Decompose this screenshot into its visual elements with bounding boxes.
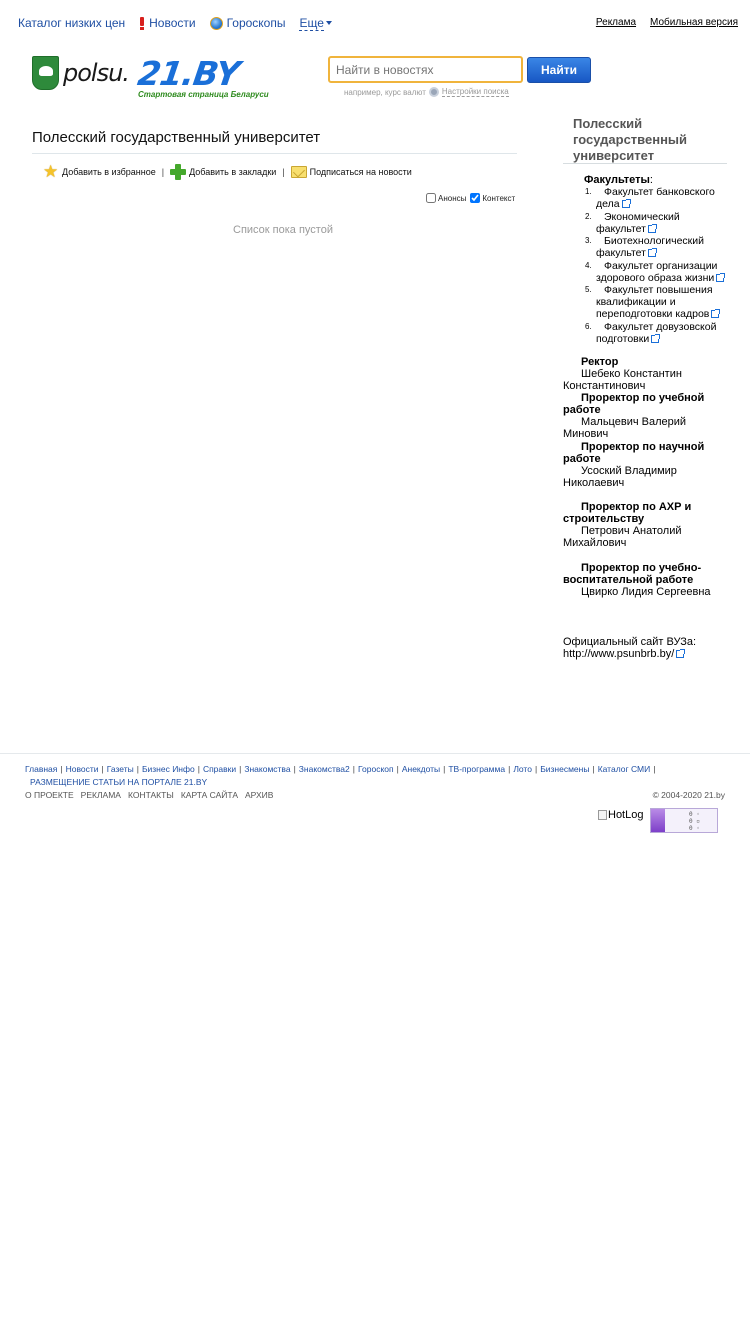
faculty-link[interactable]: Факультет повышения квалификации и переподготовки кадров	[596, 284, 713, 320]
footer-link-business-info[interactable]: Бизнес Инфо	[141, 764, 195, 774]
search-settings-link[interactable]: Настройки поиска	[441, 87, 509, 96]
horoscopes-label: Гороскопы	[226, 16, 286, 30]
sidebar-title: Полесский государственный университет	[573, 116, 688, 163]
counter-icon: 0 ◦ 0 ▫ 0 ◦	[689, 811, 700, 832]
footer-link-news[interactable]: Новости	[65, 764, 99, 774]
staff-role: Проректор по учебной работе	[563, 392, 705, 416]
faculty-number: 1.	[585, 187, 592, 196]
exclamation-icon	[139, 17, 145, 30]
stats-counter-badge[interactable]	[650, 808, 718, 833]
gear-icon	[429, 87, 439, 97]
external-link-icon[interactable]	[648, 225, 656, 233]
news-link[interactable]	[139, 16, 195, 30]
news-label: Новости	[149, 16, 196, 30]
footer-link-dating[interactable]: Знакомства	[244, 764, 291, 774]
copyright: © 2004-2020 21.by	[652, 790, 725, 800]
site-logo[interactable]	[135, 54, 300, 102]
official-site-link[interactable]: http://www.psunbrb.by/	[563, 648, 675, 660]
search-button[interactable]: Найти	[527, 57, 591, 83]
announcements-checkbox[interactable]	[426, 193, 436, 203]
faculty-number: 3.	[585, 236, 592, 245]
article-placement-link[interactable]: РАЗМЕЩЕНИЕ СТАТЬИ НА ПОРТАЛЕ 21.BY	[30, 777, 208, 787]
separator: |	[282, 167, 285, 177]
staff-vice-rector-education	[563, 562, 733, 598]
staff-role: Проректор по АХР и строительству	[563, 501, 692, 525]
faculties-list	[585, 186, 727, 345]
announcements-filter[interactable]	[426, 193, 466, 203]
footer-links: Главная | Новости | Газеты | Бизнес Инфо | Справки | Знакомства | Знакомства2 | Гороскоп | Анекдоты | ТВ-программа | Лото | Бизнесмены | Каталог СМИ |	[25, 764, 656, 774]
search-example: например, курс валют	[344, 87, 426, 97]
staff-role: Ректор	[581, 356, 619, 368]
faculty-link[interactable]: Факультет довузовской подготовки	[596, 320, 717, 345]
footer-nav-about[interactable]: О ПРОЕКТЕ	[25, 790, 74, 800]
separator: |	[161, 167, 165, 177]
footer-nav-ads[interactable]: РЕКЛАМА	[80, 790, 121, 800]
staff-person: Усоский Владимир Николаевич	[563, 465, 677, 489]
staff-person: Цвирко Лидия Сергеевна	[581, 586, 711, 598]
site-tagline: Стартовая страница Беларуси	[138, 90, 269, 99]
external-link-icon[interactable]	[622, 200, 630, 208]
envelope-icon	[291, 166, 307, 178]
official-site-label: Официальный сайт ВУЗа:	[563, 636, 697, 648]
faculty-item	[585, 260, 727, 284]
footer-link-businessmen[interactable]: Бизнесмены	[540, 764, 590, 774]
staff-person: Петрович Анатолий Михайлович	[563, 525, 682, 549]
site-logo-text: 21.BY	[135, 54, 242, 93]
faculty-number: 4.	[585, 260, 592, 270]
staff-vice-rector-research	[563, 441, 733, 489]
more-label: Еще	[299, 15, 324, 30]
faculty-item	[585, 235, 727, 259]
footer-link-home[interactable]: Главная	[25, 764, 58, 774]
top-nav	[18, 14, 346, 32]
star-icon: ★	[43, 162, 59, 181]
sidebar-divider	[563, 163, 727, 164]
broken-image-icon	[598, 810, 607, 820]
actions-bar	[43, 164, 412, 180]
globe-icon	[210, 17, 223, 30]
top-right-links	[582, 17, 738, 28]
staff-person: Мальцевич Валерий Минович	[563, 416, 687, 440]
search-hint	[344, 87, 509, 97]
footer-link-newspapers[interactable]: Газеты	[106, 764, 134, 774]
footer-link-reference[interactable]: Справки	[202, 764, 237, 774]
title-divider	[32, 153, 517, 154]
footer-link-horoscope[interactable]: Гороскоп	[357, 764, 394, 774]
add-to-favorites-label: Добавить в избранное	[62, 167, 156, 177]
faculty-number: 6.	[585, 321, 592, 331]
footer-nav-contacts[interactable]: КОНТАКТЫ	[127, 790, 174, 800]
announcements-label: Анонсы	[438, 193, 467, 203]
external-link-icon[interactable]	[711, 310, 719, 318]
footer-link-lotto[interactable]: Лото	[513, 764, 532, 774]
faculty-link[interactable]: Факультет организации здорового образа жизни	[596, 259, 718, 284]
footer-link-media-catalog[interactable]: Каталог СМИ	[597, 764, 651, 774]
polsu-emblem-icon	[32, 56, 59, 90]
footer-nav	[25, 790, 280, 800]
empty-list-message: Список пока пустой	[233, 224, 333, 236]
add-to-bookmarks-button[interactable]	[170, 164, 276, 180]
external-link-icon[interactable]	[676, 650, 684, 658]
faculty-item	[585, 284, 727, 320]
page-title: Полесский государственный университет	[32, 129, 321, 146]
staff-rector	[563, 356, 733, 392]
horoscopes-link[interactable]	[210, 16, 286, 30]
staff-person: Шебеко Константин Константинович	[563, 368, 682, 392]
filter-checkboxes	[426, 193, 519, 203]
external-link-icon[interactable]	[648, 249, 656, 257]
faculties-label: Факультеты:	[584, 174, 653, 186]
faculty-item	[585, 211, 727, 235]
add-to-favorites-button[interactable]	[43, 164, 156, 180]
more-menu[interactable]	[299, 16, 331, 31]
context-label: Контекст	[482, 193, 516, 203]
subscribe-button[interactable]	[291, 166, 412, 178]
footer-nav-archive[interactable]: АРХИВ	[245, 790, 274, 800]
hotlog-counter[interactable]	[598, 809, 643, 821]
footer-divider	[0, 753, 750, 754]
footer-nav-sitemap[interactable]: КАРТА САЙТА	[180, 790, 238, 800]
faculty-link[interactable]: Биотехнологический факультет	[596, 235, 704, 259]
polsu-logo[interactable]	[32, 55, 130, 91]
staff-vice-rector-construction	[563, 501, 733, 549]
staff-vice-rector-academic	[563, 392, 733, 440]
faculty-number: 5.	[585, 285, 592, 294]
external-link-icon[interactable]	[716, 274, 724, 282]
subscribe-label: Подписаться на новости	[309, 167, 412, 177]
staff-role: Проректор по научной работе	[563, 441, 705, 465]
faculty-item	[585, 321, 727, 345]
add-to-bookmarks-label: Добавить в закладки	[189, 167, 277, 177]
faculty-number: 2.	[585, 211, 592, 221]
plus-icon	[170, 164, 186, 180]
faculty-item	[585, 186, 727, 210]
counter-stripe	[651, 809, 665, 832]
search-input[interactable]	[328, 56, 523, 83]
external-link-icon[interactable]	[651, 335, 659, 343]
faculty-link[interactable]: Факультет банковского дела	[596, 186, 715, 210]
footer-link-dating2[interactable]: Знакомства2	[298, 764, 350, 774]
context-checkbox[interactable]	[470, 193, 480, 203]
mobile-version-link[interactable]: Мобильная версия	[650, 17, 738, 28]
context-filter[interactable]	[470, 193, 515, 203]
ads-link[interactable]: Реклама	[595, 17, 637, 28]
official-site	[563, 636, 696, 660]
staff-role: Проректор по учебно-воспитательной работе	[563, 562, 702, 586]
polsu-logo-text: polsu.	[63, 59, 129, 87]
catalog-link[interactable]: Каталог низких цен	[18, 16, 126, 30]
caret-down-icon	[326, 21, 332, 25]
footer-link-jokes[interactable]: Анекдоты	[401, 764, 441, 774]
footer-link-tv[interactable]: ТВ-программа	[448, 764, 506, 774]
hotlog-label: HotLog	[608, 809, 644, 821]
faculty-link[interactable]: Экономический факультет	[596, 210, 680, 235]
